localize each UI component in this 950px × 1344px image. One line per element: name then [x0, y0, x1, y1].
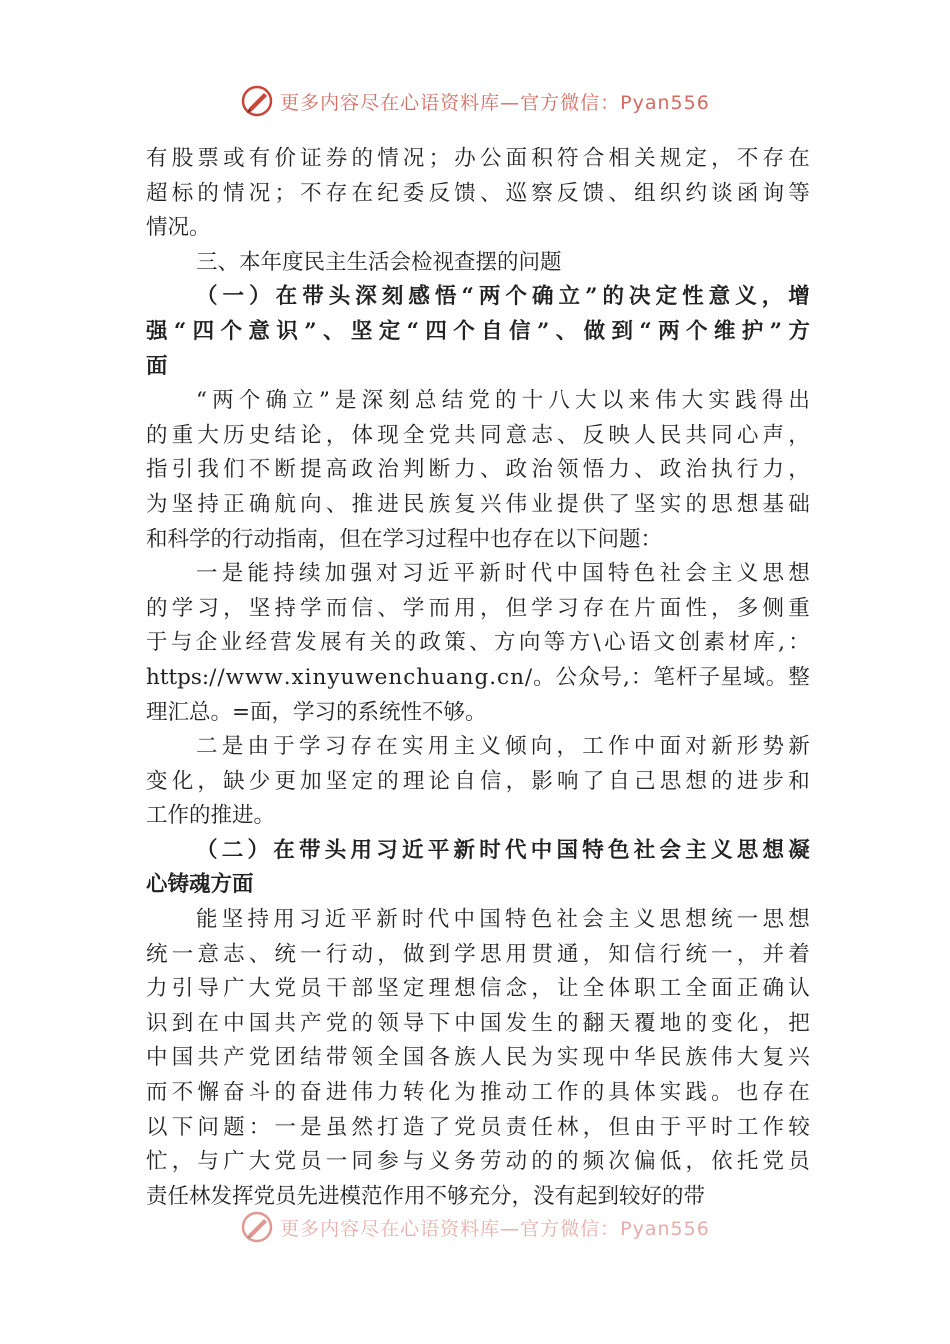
text-line: 超 标 的 情 况 ； 不 存 在 纪 委 反 馈 、 巡 察 反 馈 、 组 织 约 谈 函 询 等 — [146, 180, 810, 206]
text-line: 指 引 我 们 不 断 提 高 政 治 判 断 力 、 政 治 领 悟 力 、 政 治 执 行 力 ， — [146, 457, 810, 483]
watermark-text: 更多内容尽在心语资料库—官方微信：Pyan556 — [280, 91, 710, 114]
watermark-header — [0, 84, 950, 118]
text-line: https:/ / w w w . x i n y u w e n c h u a n g . c n / 。 公 众 号 , ： 笔 杆 子 星 域 。 整 — [146, 664, 810, 690]
text-line: （ 一 ） 在 带 头 深 刻 感 悟 “ 两 个 确 立 ” 的 决 定 性 意 义 ， 增 — [196, 284, 810, 310]
text-line: 的 重 大 历 史 结 论 ， 体 现 全 党 共 同 意 志 、 反 映 人 民 共 同 心 声 ， — [146, 422, 810, 448]
watermark-footer — [0, 1210, 950, 1244]
text-line: 变 化 ， 缺 少 更 加 坚 定 的 理 论 自 信 ， 影 响 了 自 己 思 想 的 进 步 和 — [146, 768, 810, 794]
document-body — [146, 142, 810, 1214]
text-line: 有 股 票 或 有 价 证 券 的 情 况 ； 办 公 面 积 符 合 相 关 规 定 ， 不 存 在 — [146, 146, 810, 171]
text-line: 为 坚 持 正 确 航 向 、 推 进 民 族 复 兴 伟 业 提 供 了 坚 实 的 思 想 基 础 — [146, 491, 810, 517]
text-line: 三、本年度民主生活会检视查摆的问题 — [196, 249, 562, 275]
text-line: 情况。 — [146, 215, 211, 241]
paragraph-body-cont — [146, 142, 810, 246]
text-line: 一 是 能 持 续 加 强 对 习 近 平 新 时 代 中 国 特 色 社 会 主 义 思 想 — [196, 561, 810, 587]
text-line: 强 “ 四 个 意 识 ” 、 坚 定 “ 四 个 自 信 ” 、 做 到 “ 两 个 维 护 ” 方 — [146, 318, 810, 344]
text-line: （ 二 ） 在 带 头 用 习 近 平 新 时 代 中 国 特 色 社 会 主 义 思 想 凝 — [196, 837, 810, 863]
text-line: “ 两 个 确 立 ” 是 深 刻 总 结 党 的 十 八 大 以 来 伟 大 实 践 得 出 — [196, 388, 810, 414]
text-line: 忙 ， 与 广 大 党 员 一 同 参 与 义 务 劳 动 的 的 频 次 偏 低 ， 依 托 党 员 — [146, 1149, 810, 1175]
paragraph-body — [146, 730, 810, 834]
text-line: 识 到 在 中 国 共 产 党 的 领 导 下 中 国 发 生 的 翻 天 覆 地 的 变 化 ， 把 — [146, 1010, 810, 1036]
text-line: 和科学的行动指南，但在学习过程中也存在以下问题： — [146, 526, 663, 552]
paragraph-sub — [146, 834, 810, 903]
pen-circle-logo-icon — [240, 1210, 274, 1244]
text-line: 责任林发挥党员先进模范作用不够充分，没有起到较好的带 — [146, 1183, 706, 1209]
paragraph-body — [146, 557, 810, 730]
text-line: 工作的推进。 — [146, 803, 276, 829]
text-line: 能 坚 持 用 习 近 平 新 时 代 中 国 特 色 社 会 主 义 思 想 统 一 思 想 — [196, 907, 810, 933]
watermark-text: 更多内容尽在心语资料库—官方微信：Pyan556 — [280, 1217, 710, 1240]
text-line: 心铸魂方面 — [146, 872, 254, 898]
text-line: 中 国 共 产 党 团 结 带 领 全 国 各 族 人 民 为 实 现 中 华 民 族 伟 大 复 兴 — [146, 1045, 810, 1071]
text-line: 理汇总。=面，学习的系统性不够。 — [146, 699, 487, 725]
paragraph-heading — [146, 246, 810, 281]
text-line: 力 引 导 广 大 党 员 干 部 坚 定 理 想 信 念 ， 让 全 体 职 工 全 面 正 确 认 — [146, 976, 810, 1002]
paragraph-sub — [146, 280, 810, 384]
text-line: 以 下 问 题 ： 一 是 虽 然 打 造 了 党 员 责 任 林 ， 但 由 于 平 时 工 作 较 — [146, 1114, 810, 1140]
text-line: 二 是 由 于 学 习 存 在 实 用 主 义 倾 向 ， 工 作 中 面 对 新 形 势 新 — [196, 734, 810, 760]
paragraph-body — [146, 384, 810, 557]
text-line: 统 一 意 志 、 统 一 行 动 ， 做 到 学 思 用 贯 通 ， 知 信 行 统 一 ， 并 着 — [146, 941, 810, 967]
text-line: 面 — [146, 353, 168, 379]
text-line: 而 不 懈 奋 斗 的 奋 进 伟 力 转 化 为 推 动 工 作 的 具 体 实 践 。 也 存 在 — [146, 1080, 810, 1106]
pen-circle-logo-icon — [240, 84, 274, 118]
paragraph-body — [146, 903, 810, 1214]
text-line: 的 学 习 ， 坚 持 学 而 信 、 学 而 用 ， 但 学 习 存 在 片 面 性 ， 多 侧 重 — [146, 595, 810, 621]
text-line: 于 与 企 业 经 营 发 展 有 关 的 政 策 、 方 向 等 方 \ 心 语 文 创 素 材 库 , ： — [146, 630, 810, 656]
